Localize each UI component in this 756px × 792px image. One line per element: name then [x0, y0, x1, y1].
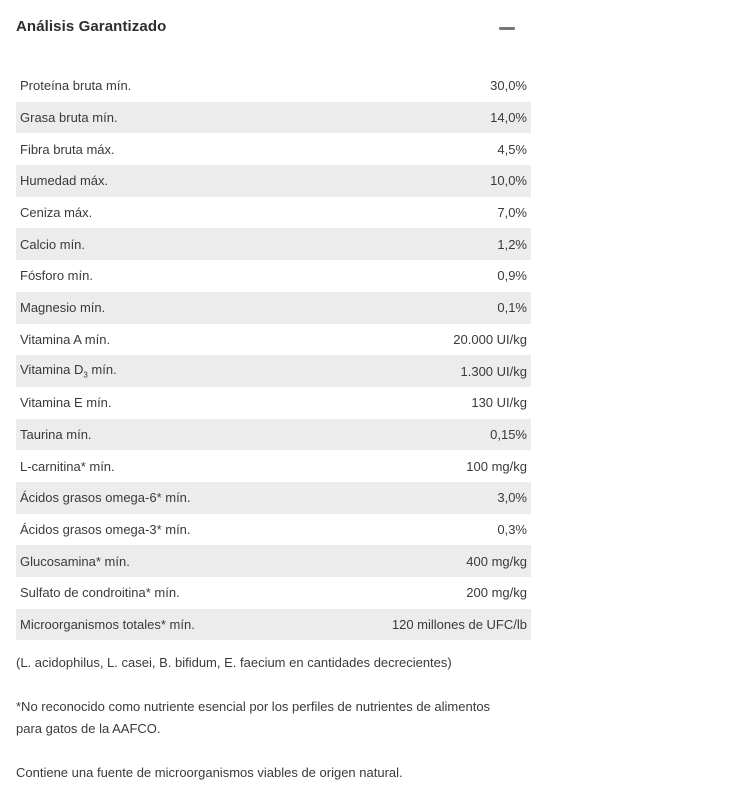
table-row-magnesio	[16, 292, 531, 324]
section-header[interactable]	[16, 14, 516, 42]
minus-bar	[499, 27, 515, 30]
row-value: 120 millones de UFC/lb	[391, 617, 527, 633]
strains-note: (L. acidophilus, L. casei, B. bifidum, E. faecium en cantidades decrecientes)	[16, 655, 452, 670]
row-label: Calcio mín.	[20, 236, 86, 252]
aafco-footnote: *No reconocido como nutriente esencial por los perfiles de nutrientes de alimentos para gatos de la AAFCO.	[16, 699, 491, 736]
row-value: 0,3%	[497, 521, 527, 537]
row-label: Grasa bruta mín.	[20, 110, 118, 126]
row-label: Vitamina A mín.	[20, 331, 111, 347]
table-row-proteina	[16, 70, 531, 102]
row-label: Proteína bruta mín.	[20, 78, 132, 94]
table-row-vitamina-d3	[16, 355, 531, 387]
row-label: Glucosamina* mín.	[20, 553, 130, 569]
row-label: Magnesio mín.	[20, 300, 106, 316]
row-value: 0,9%	[497, 268, 527, 284]
table-row-microorganismos	[16, 609, 531, 641]
row-label: L-carnitina* mín.	[20, 458, 115, 474]
section-title: Análisis Garantizado	[16, 18, 167, 35]
row-label: Ácidos grasos omega-6* mín.	[20, 490, 191, 506]
table-row-glucosamina	[16, 545, 531, 577]
row-label-sub: 3	[83, 370, 88, 380]
row-value: 0,15%	[490, 426, 527, 442]
table-row-condroitina	[16, 577, 531, 609]
row-value: 100 mg/kg	[466, 458, 527, 474]
row-label: Fósforo mín.	[20, 268, 93, 284]
row-label: Ceniza máx.	[20, 205, 93, 221]
row-value: 400 mg/kg	[466, 553, 527, 569]
row-value: 14,0%	[490, 110, 527, 126]
row-label: Ácidos grasos omega-3* mín.	[20, 521, 191, 537]
row-value: 0,1%	[497, 300, 527, 316]
row-label-pre: Vitamina D	[20, 362, 84, 378]
collapse-icon[interactable]	[498, 20, 516, 36]
table-row-vitamina-e	[16, 387, 531, 419]
table-row-grasa	[16, 102, 531, 134]
row-value: 20.000 UI/kg	[453, 331, 527, 347]
row-label-post: mín.	[87, 362, 117, 378]
row-value: 200 mg/kg	[466, 585, 527, 601]
row-value: 3,0%	[497, 490, 527, 506]
table-row-fosforo	[16, 260, 531, 292]
row-label: Vitamina E mín.	[20, 395, 112, 411]
table-row-calcio	[16, 228, 531, 260]
source-note: Contiene una fuente de microorganismos viables de origen natural.	[16, 765, 403, 780]
row-label	[20, 362, 117, 380]
table-row-l-carnitina	[16, 450, 531, 482]
notes-section	[16, 652, 516, 784]
row-label: Microorganismos totales* mín.	[20, 617, 195, 633]
table-row-fibra	[16, 133, 531, 165]
table-row-vitamina-a	[16, 324, 531, 356]
row-value: 1.300 UI/kg	[460, 363, 527, 379]
nutrient-table	[16, 70, 531, 640]
row-value: 7,0%	[497, 205, 527, 221]
table-row-omega-6	[16, 482, 531, 514]
row-label: Sulfato de condroitina* mín.	[20, 585, 180, 601]
row-label: Humedad máx.	[20, 173, 109, 189]
table-row-humedad	[16, 165, 531, 197]
row-value: 30,0%	[490, 78, 527, 94]
row-value: 10,0%	[490, 173, 527, 189]
table-row-omega-3	[16, 514, 531, 546]
table-row-taurina	[16, 419, 531, 451]
row-label: Taurina mín.	[20, 426, 92, 442]
row-value: 130 UI/kg	[471, 395, 527, 411]
table-row-ceniza	[16, 197, 531, 229]
row-label: Fibra bruta máx.	[20, 141, 115, 157]
row-value: 4,5%	[497, 141, 527, 157]
row-value: 1,2%	[497, 236, 527, 252]
